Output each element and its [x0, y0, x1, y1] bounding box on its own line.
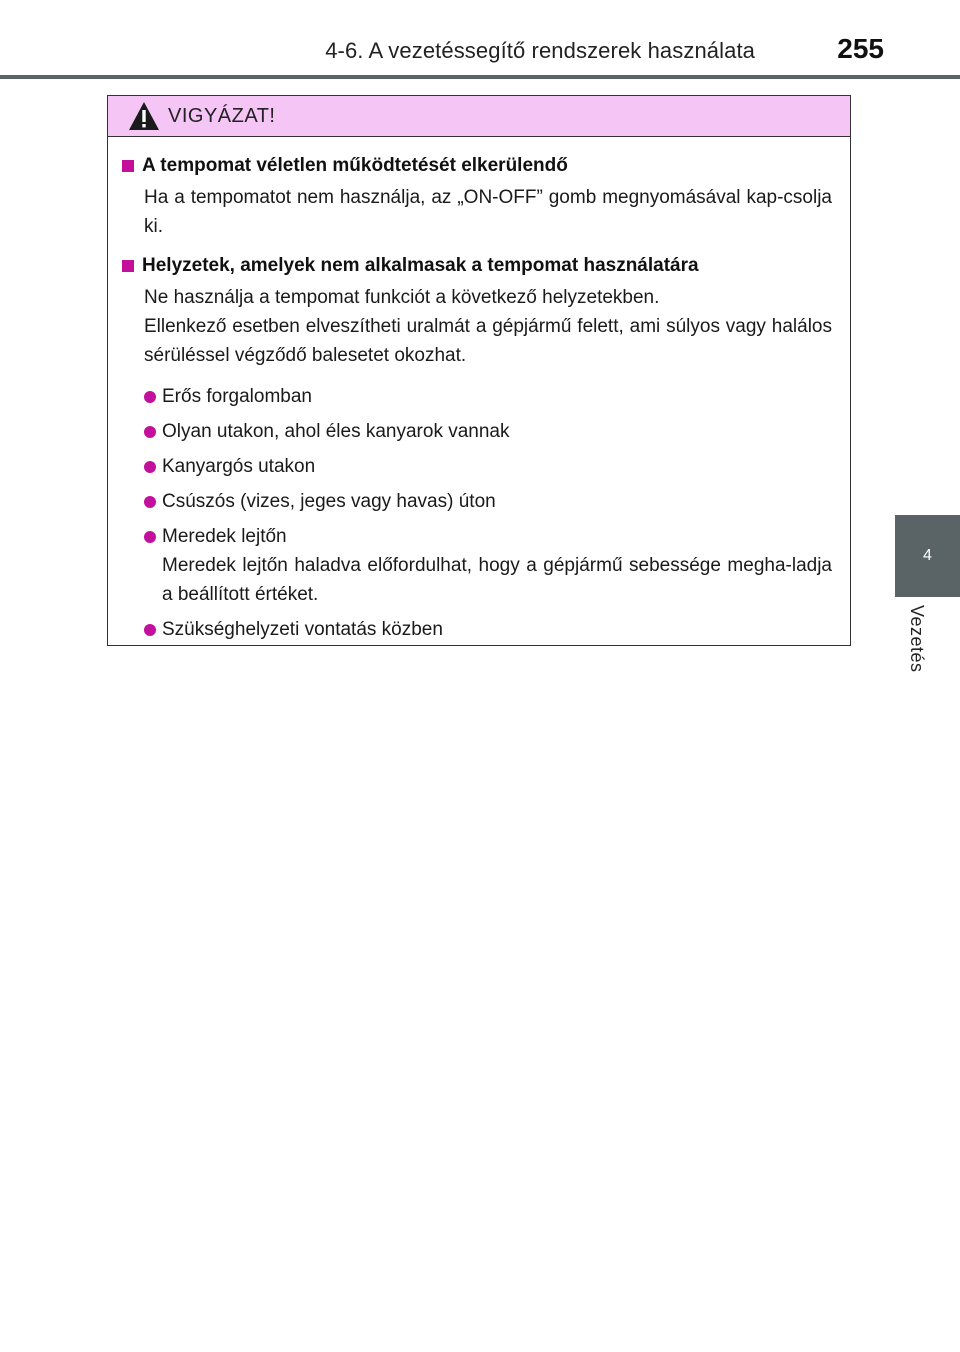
section-2-line2: Ellenkező esetben elveszítheti uralmát a gépjármű felett, ami súlyos vagy halálos sérüléssel végződő balesetet okozhat.	[144, 316, 832, 366]
caution-box	[107, 95, 851, 646]
warning-triangle-icon	[128, 101, 160, 131]
round-bullet-icon	[144, 624, 156, 636]
list-item	[144, 452, 832, 481]
list-item	[144, 522, 832, 609]
round-bullet-icon	[144, 426, 156, 438]
list-item	[144, 417, 832, 446]
caution-header	[108, 96, 850, 137]
list-item-text: Meredek lejtőn	[162, 526, 287, 547]
square-bullet-icon	[122, 260, 134, 272]
section-2-intro	[144, 283, 832, 370]
list-item	[144, 615, 832, 644]
chapter-number: 4	[923, 547, 932, 564]
section-heading-1	[120, 155, 832, 177]
list-item-subtext: Meredek lejtőn haladva előfordulhat, hogy a gépjármű sebessége megha-ladja a beállított értéket.	[162, 555, 832, 605]
page-number: 255	[837, 33, 884, 64]
list-item	[144, 487, 832, 516]
caution-body	[108, 137, 850, 644]
round-bullet-icon	[144, 461, 156, 473]
section-2-line1: Ne használja a tempomat funkciót a következő helyzetekben.	[144, 287, 660, 308]
section-heading-2	[120, 255, 832, 277]
list-item-text: Erős forgalomban	[162, 386, 312, 407]
round-bullet-icon	[144, 496, 156, 508]
list-item-text: Szükséghelyzeti vontatás közben	[162, 619, 443, 640]
section-1-text: Ha a tempomatot nem használja, az „ON-OFF” gomb megnyomásával kap-csolja ki.	[144, 187, 832, 237]
list-item-text: Olyan utakon, ahol éles kanyarok vannak	[162, 421, 510, 442]
section-title: 4-6. A vezetéssegítő rendszerek használata	[325, 38, 755, 63]
caution-title: VIGYÁZAT!	[168, 104, 276, 127]
list-item-text: Csúszós (vizes, jeges vagy havas) úton	[162, 491, 496, 512]
section-heading-1-text: A tempomat véletlen működtetését elkerülendő	[142, 155, 568, 176]
section-heading-2-text: Helyzetek, amelyek nem alkalmasak a tempomat használatára	[142, 255, 699, 276]
header-rule	[0, 75, 960, 79]
round-bullet-icon	[144, 531, 156, 543]
list-item-text: Kanyargós utakon	[162, 456, 316, 477]
square-bullet-icon	[122, 160, 134, 172]
round-bullet-icon	[144, 391, 156, 403]
list-item	[144, 382, 832, 411]
chapter-tab[interactable]	[895, 515, 960, 597]
chapter-label: Vezetés	[907, 605, 927, 673]
